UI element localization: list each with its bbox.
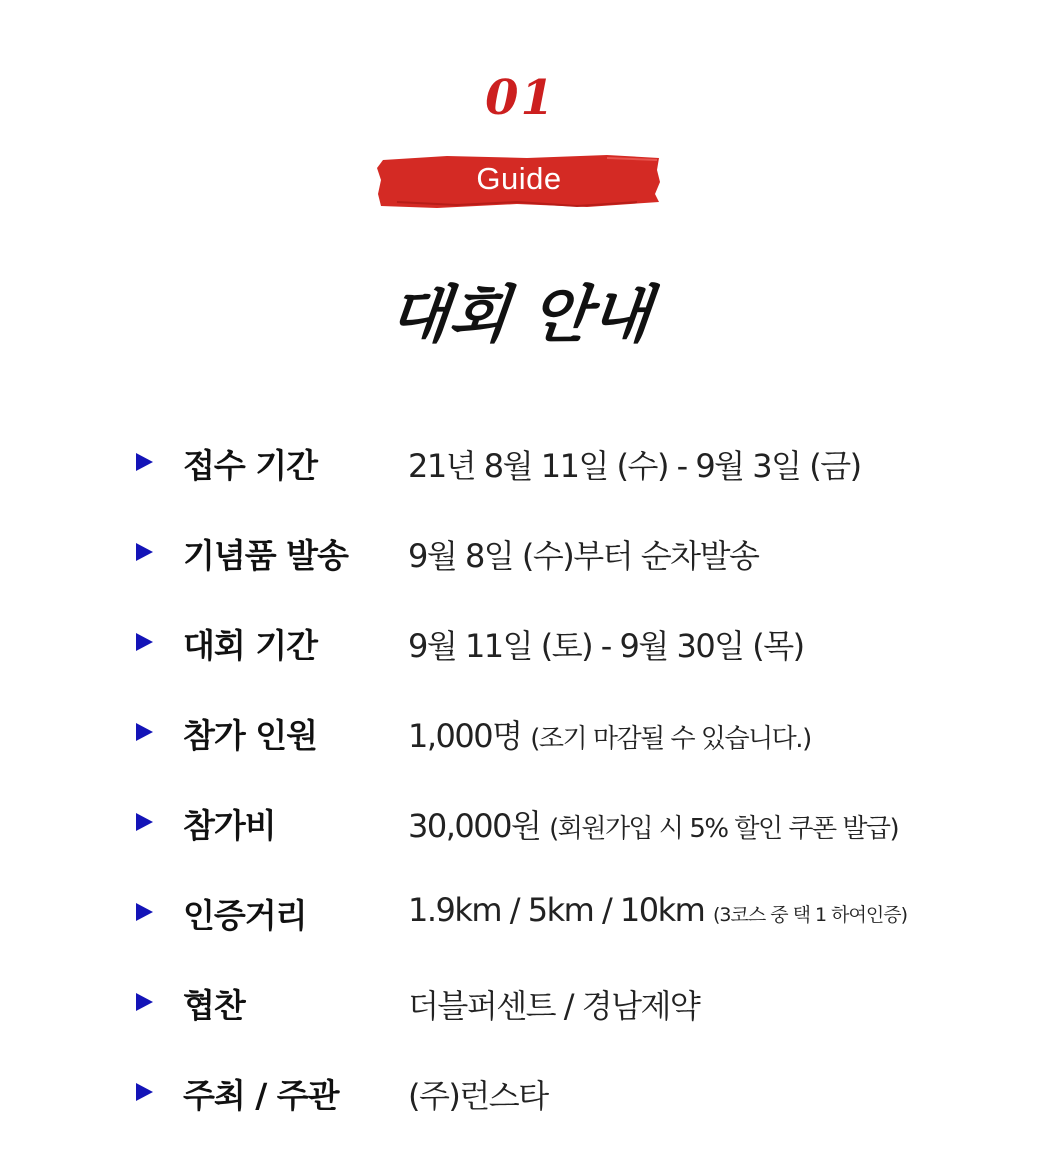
info-label: 참가비 xyxy=(183,806,276,845)
info-value xyxy=(408,711,811,757)
section-number: 01 xyxy=(485,70,556,126)
triangle-bullet-icon xyxy=(136,813,153,831)
info-label: 대회 기간 xyxy=(183,626,318,665)
info-row-event-period xyxy=(0,612,1041,672)
triangle-bullet-icon xyxy=(136,903,153,921)
guide-label: Guide xyxy=(476,161,562,196)
info-value-main: 1,000명 xyxy=(408,717,522,755)
info-value-main: 30,000원 xyxy=(408,807,541,845)
info-label: 협찬 xyxy=(183,986,245,1025)
info-label: 인증거리 xyxy=(183,896,307,935)
triangle-bullet-icon xyxy=(136,633,153,651)
triangle-bullet-icon xyxy=(136,993,153,1011)
info-value-note: (조기 마감될 수 있습니다.) xyxy=(530,724,811,754)
info-value xyxy=(408,801,898,847)
info-value: (주)런스타 xyxy=(408,1077,548,1115)
info-row-souvenir-shipping xyxy=(0,522,1041,582)
info-row-sponsor xyxy=(0,972,1041,1032)
info-value: 더블퍼센트 / 경남제약 xyxy=(408,987,700,1025)
info-row-participants xyxy=(0,702,1041,762)
info-value: 9월 11일 (토) - 9월 30일 (목) xyxy=(408,627,804,665)
info-row-distance xyxy=(0,882,1041,942)
triangle-bullet-icon xyxy=(136,543,153,561)
info-value: 21년 8월 11일 (수) - 9월 3일 (금) xyxy=(408,447,861,485)
info-value-note: (3코스 중 택 1 하여인증) xyxy=(713,904,907,926)
info-value-main: 1.9km / 5km / 10km xyxy=(408,891,705,929)
info-row-registration-period xyxy=(0,432,1041,492)
triangle-bullet-icon xyxy=(136,453,153,471)
triangle-bullet-icon xyxy=(136,723,153,741)
info-value-note: (회원가입 시 5% 할인 쿠폰 발급) xyxy=(549,814,899,844)
page-title: 대회 안내 xyxy=(385,278,655,351)
triangle-bullet-icon xyxy=(136,1083,153,1101)
info-row-organizer xyxy=(0,1062,1041,1122)
info-label: 주최 / 주관 xyxy=(183,1076,339,1115)
info-row-entry-fee xyxy=(0,792,1041,852)
info-label: 접수 기간 xyxy=(183,446,318,485)
info-value: 9월 8일 (수)부터 순차발송 xyxy=(408,537,759,575)
info-label: 기념품 발송 xyxy=(183,536,348,575)
info-label: 참가 인원 xyxy=(183,716,318,755)
info-value xyxy=(408,891,907,929)
